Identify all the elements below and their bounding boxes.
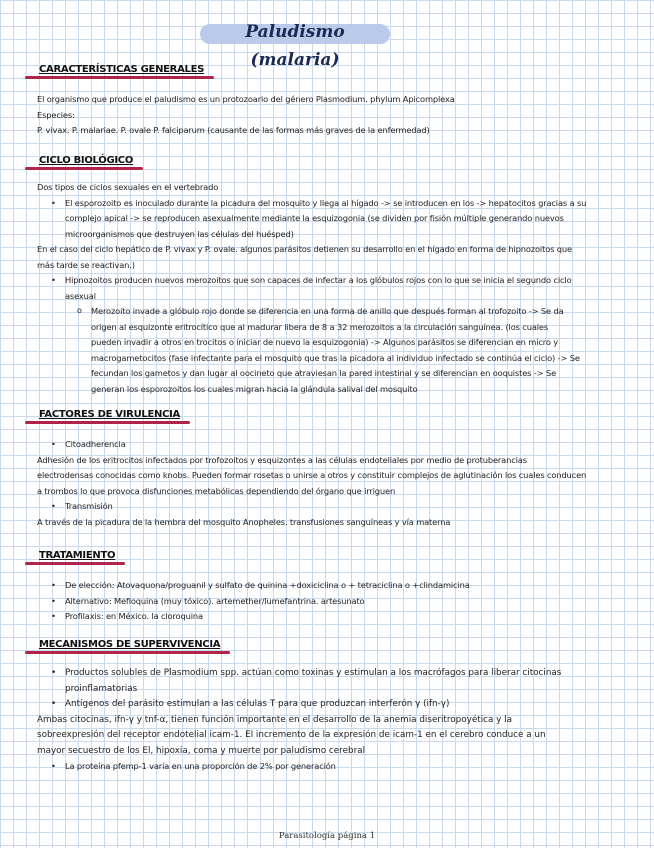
text-line: mayor secuestro de los El, hipoxia, coma y muerte por paludismo cerebral (37, 745, 366, 756)
section-factores (37, 402, 586, 530)
text-line: fecundan los gametos y dan lugar al oocineto que atraviesan la pared intestinal y se diferencian en ooquistes -> Se (91, 368, 557, 378)
text-line: sobreexpresión del receptor endotelial icam-1. El incremento de la expresión de icam-1 en el cerebro conduce a un (37, 730, 546, 740)
list-item: • Profilaxis: en México. la cloroquina (37, 609, 470, 625)
page-footer: Parasitología página 1 (278, 831, 376, 841)
text-line: P. vivax. P. malariae. P. ovale P. falciparum (causante de las formas más graves de la enfermedad) (37, 125, 430, 135)
text-line: proinflamatorias (65, 683, 138, 694)
list-item: • Productos solubles de Plasmodium spp. actúan como toxinas y estimulan a los macrófagos para liberar citocinas (37, 666, 561, 682)
section-ciclo (37, 148, 586, 397)
list-item: • Transmisión (37, 499, 586, 515)
section-heading: MECANISMOS DE SUPERVIVENCIA (37, 639, 224, 654)
text-line: Ambas citocinas, ifn-γ y tnf-α, tienen función importante en el desarrollo de la anemia diseritropoyética y la (37, 714, 513, 725)
text-line: Especies: (37, 109, 75, 120)
sub-list-item: o Merozoito invade a glóbulo rojo donde se diferencia en una forma de anillo que después forman al trofozoito -> Se da (37, 304, 586, 320)
section-mecanismos (37, 632, 561, 775)
text-line: electrodensas conocidas como knobs. Pueden formar rosetas o unirse a otros y constituir complejos de aglutinación los cuales conducen (37, 470, 587, 480)
text-line: Adhesión de los eritrocitos infectados por trofozoitos y esquizontes a las células endoteliales por medio de protuberancias (37, 454, 527, 465)
section-heading: CARACTERÍSTICAS GENERALES (37, 64, 208, 79)
text-line: origen al esquizonte eritrocítico que al madurar libera de 8 a 32 merozoitos a la circulación sanguínea. (los cuales (91, 321, 549, 332)
list-item: • Hipnozoitos producen nuevos merozoitos que son capaces de infectar a los glóbulos rojos con lo que se inicia el segundo ciclo (37, 273, 586, 289)
text-line: a trombos lo que provoca disfunciones metabólicas dependiendo del órgano que irriguen (37, 485, 396, 496)
title-block (200, 18, 390, 70)
list-item: • Antígenos del parásito estimulan a las células T para que produzcan interferón γ (ifn-γ) (37, 697, 561, 713)
section-heading: CICLO BIOLÓGICO (37, 155, 137, 170)
text-line: El organismo que produce el paludismo es un protozoario del género Plasmodium. phylum Apicomplexa (37, 94, 455, 104)
list-item: • De elección: Atovaquona/proguanil y sulfato de quinina +doxiciclina o + tetraciclina o +clindamicina (37, 578, 470, 594)
text-line: En el caso del ciclo hepático de P. vivax y P. ovale. algunos parásitos detienen su desarrollo en el hígado en forma de hipnozoitos que (37, 244, 572, 254)
text-line: A través de la picadura de la hembra del mosquito Anopheles. transfusiones sanguíneas y vía materna (37, 516, 451, 527)
list-item: • El esporozoito es inoculado durante la picadura del mosquito y llega al hígado -> se introducen en los -> hepatocitos gracias a su (37, 196, 586, 212)
section-tratamiento (37, 543, 470, 625)
section-caracteristicas (37, 57, 455, 139)
section-heading: FACTORES DE VIRULENCIA (37, 409, 184, 424)
text-line: pueden invadir a otros en trocitos o iniciar de nuevo la esquizogonia) -> Algunos parásitos se diferencian en micro y (91, 337, 559, 347)
list-item: • Alternativo: Mefloquina (muy tóxico). artemether/lumefantrina. artesunato (37, 594, 470, 610)
list-item: • La proteína pfemp-1 varía en una proporción de 2% por generación (37, 759, 561, 775)
section-heading: TRATAMIENTO (37, 550, 119, 565)
text-line: asexual (65, 290, 96, 301)
text-line: microorganismos que destruyen las células del huésped) (65, 228, 294, 239)
list-item: • Citoadherencia (37, 437, 586, 453)
page-title: Paludismo (malaria) (245, 22, 345, 70)
text-line: generan los esporozoitos los cuales migran hacia la glándula salival del mosquito (91, 383, 418, 394)
text-line: más tarde se reactivan.) (37, 259, 135, 270)
text-line: complejo apical -> se reproducen asexualmente mediante la esquizogonia (se dividen por fisión múltiple generando nuevos (65, 213, 564, 223)
text-line: macrogametocitos (fase infectante para el mosquito que tras la picadora al individuo infectado se continúa el ciclo) -> Se (91, 352, 580, 363)
text-line: Dos tipos de ciclos sexuales en el vertebrado (37, 182, 219, 192)
